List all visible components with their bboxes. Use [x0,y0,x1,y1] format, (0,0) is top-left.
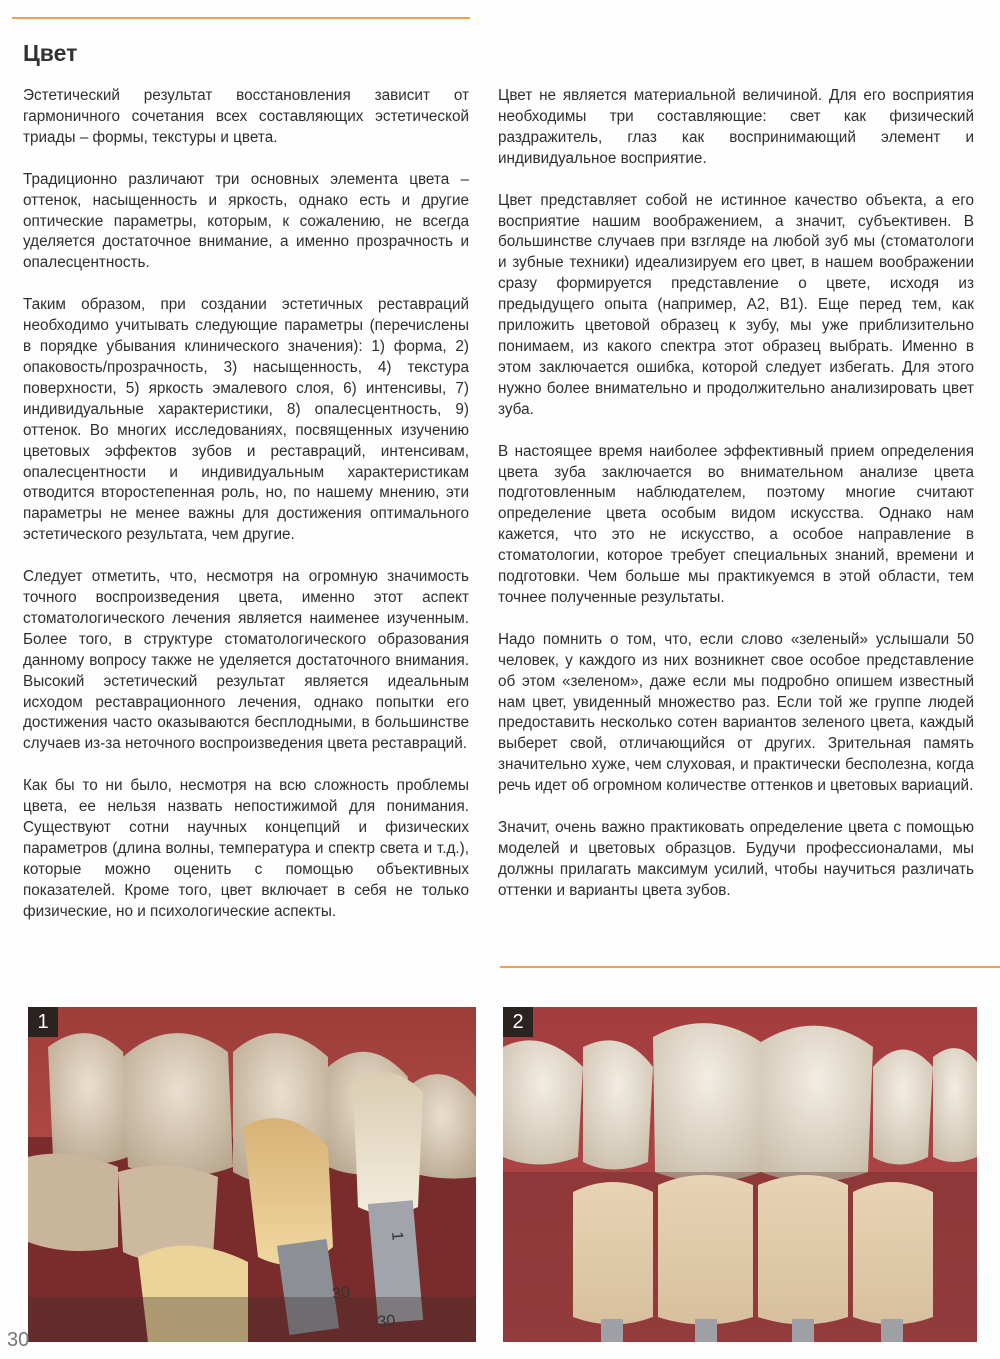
paragraph: Цвет не является материальной величиной. Для его восприятия необходимы три составляющие: свет как физический раздражитель, глаз как воспринимающий элемент и индивидуальное восприятие. [498,87,974,167]
figure-number: 1 [28,1007,58,1037]
section-title: Цвет [23,40,78,66]
figure-1-photo [28,1007,476,1342]
paragraph: Традиционно различают три основных элемента цвета – оттенок, насыщенность и яркость, однако есть и другие оптические параметры, которым, к сожалению, не всегда уделяется достаточное внимание, а именно прозрачность и опалесцентность. [23,170,469,272]
figure-accent-rule [500,966,1000,968]
paragraph: Цвет представляет собой не истинное качество объекта, а его восприятие нашим воображением, а значит, субъективен. В большинстве случаев при взгляде на любой зуб мы (стоматологи и зубные техники) идеализируем его цвет, в нашем воображении сразу формируется представление о цвете, исходя из предыдущего опыта (например, А2, В1). Еще перед тем, как приложить цветовой образец к зубу, мы уже приблизительно понимаем, из какого спектра этот образец выбрать. Именно в этом заключается ошибка, которой следует избегать. Для этого нужно более внимательно и продолжительно анализировать цвет зуба. [498,191,974,418]
shade-tab-label: 1 [388,1230,406,1242]
paragraph: Эстетический результат восстановления зависит от гармоничного сочетания всех составляющих эстетической триады – формы, текстуры и цвета. [23,87,469,146]
paragraph: В настоящее время наиболее эффективный прием определения цвета зуба заключается во внимательном анализе цвета подготовленным наблюдателем, поэтому многие считают определение цвета особым видом искусства. Однако нам кажется, что это не искусство, а особое направление в стоматологии, которое требует специальных знаний, времени и подготовки. Чем больше мы практикуемся в этой области, тем точнее полученные результаты. [498,442,974,606]
figure-2-photo [503,1007,977,1342]
paragraph: Как бы то ни было, несмотря на всю сложность проблемы цвета, ее нельзя назвать непостижимой для понимания. Существуют сотни научных концепций и физических параметров (длина волны, температура и спектр света и т.д.), которые можно оценить с помощью объективных показателей. Кроме того, цвет включает в себя не только физические, но и психологические аспекты. [23,777,469,920]
teeth-shade-comparison-image [503,1007,977,1342]
page-number: 30 [7,1329,30,1351]
shade-tab-label: 30 [376,1312,397,1331]
shade-tab-label: 30 [331,1283,352,1303]
top-accent-rule [12,17,470,19]
paragraph: Таким образом, при создании эстетичных реставраций необходимо учитывать следующие параметры (перечислены в порядке убывания клинического значения): 1) форма, 2) опаковость/прозрачность, 3) насыщенность, 4) текстура поверхности, 5) яркость эмалевого слоя, 6) интенсивы, 7) индивидуальные характеристики, 8) опалесцентность, 9) оттенок. Во многих исследованиях, посвященных изучению цветовых эффектов зубов и реставраций, интенсивам, опалесцентности и индивидуальным характеристикам отводится второстепенная роль, но, по нашему мнению, эти параметры не менее важны для достижения оптимального эстетического результата, чем другие. [23,296,469,544]
paragraph: Значит, очень важно практиковать определение цвета с помощью моделей и цветовых образцов. Будучи профессионалами, мы должны прилагать максимум усилий, чтобы научиться различать оттенки и варианты цвета зубов. [498,819,974,899]
teeth-shade-guide-image [28,1007,476,1342]
paragraph: Надо помнить о том, что, если слово «зеленый» услышали 50 человек, у каждого из них возникнет свое особое представление об этом «зеленом», даже если мы подробно опишем известный нам цвет, увиденный множество раз. Если той же группе людей предоставить несколько сотен вариантов зеленого цвета, каждый выберет свой, отличающийся от других. Зрительная память значительно хуже, чем слуховая, и практически бесполезна, когда речь идет об огромном количестве оттенков и цветовых вариаций. [498,630,974,795]
left-column [23,86,469,944]
right-column [498,86,974,923]
paragraph: Следует отметить, что, несмотря на огромную значимость точного воспроизведения цвета, именно этот аспект стоматологического лечения является наименее изученным. Более того, в структуре стоматологического образования данному вопросу также не уделяется достаточного внимания. Высокий эстетический результат является идеальным исходом реставрационного лечения, однако попытки его достижения часто оказываются бесплодными, в большинстве случаев из-за неточного воспроизведения цвета реставраций. [23,568,469,753]
figure-number: 2 [503,1007,533,1037]
